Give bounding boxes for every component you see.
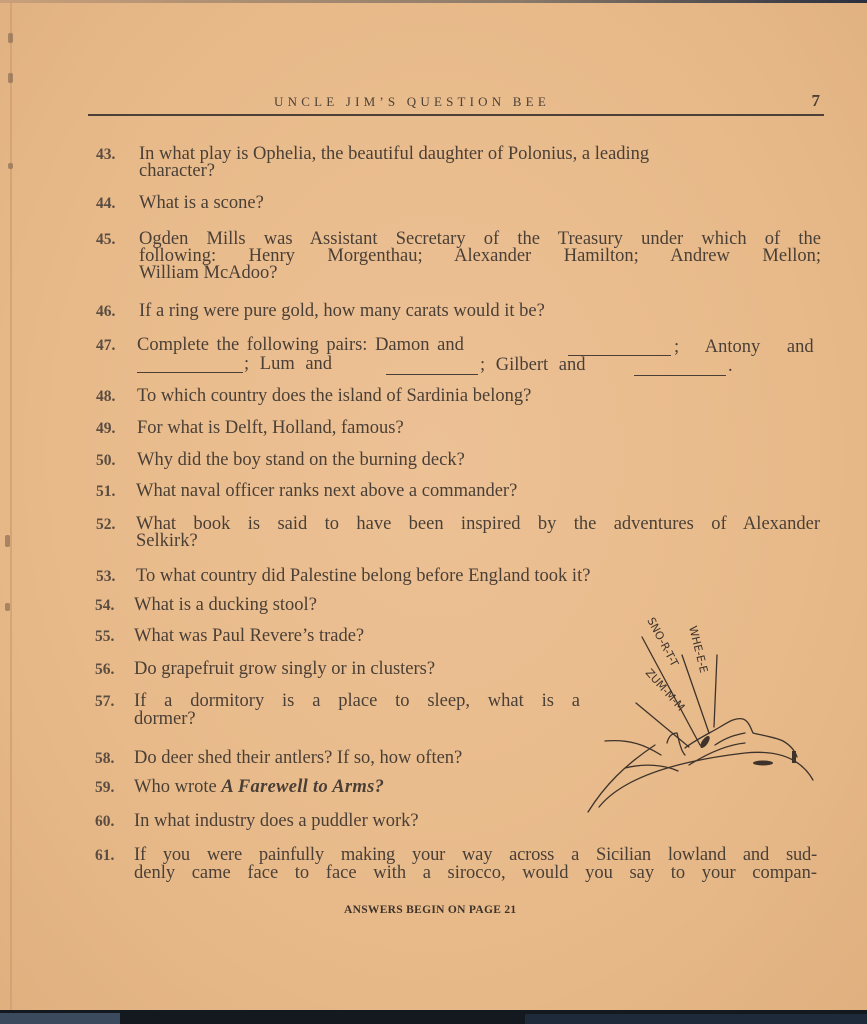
question-number: 48.: [96, 388, 116, 405]
book-title: A Farewell to Arms?: [221, 777, 385, 797]
question-text: ; Lum and: [244, 354, 333, 374]
answer-blank[interactable]: [386, 359, 478, 375]
question-number: 61.: [95, 847, 115, 864]
question-line: [134, 779, 384, 797]
question-line: Ogden Mills was Assistant Secretary of the Treasury under which of the: [139, 229, 821, 249]
question-line: Do grapefruit grow singly or in clusters?: [134, 659, 436, 679]
question-line: Why did the boy stand on the burning deck?: [137, 450, 465, 470]
binding-stitch: [5, 603, 10, 611]
question-text: Who wrote: [134, 777, 222, 797]
question-line: In what industry does a puddler work?: [134, 811, 419, 831]
snoring-man-illustration: [585, 605, 820, 815]
question-number: 43.: [96, 146, 116, 163]
question-number: 50.: [96, 452, 116, 469]
question-number: 44.: [96, 195, 116, 212]
question-line: dormer?: [134, 709, 196, 729]
chin: [792, 751, 796, 763]
question-number: 54.: [95, 597, 115, 614]
question-line: character?: [139, 161, 215, 181]
blanket-fold: [605, 741, 661, 755]
question-line: To what country did Palestine belong before England took it?: [136, 566, 591, 586]
question-line: If a dormitory is a place to sleep, what is a: [134, 691, 580, 711]
binding-stitch: [5, 535, 10, 547]
question-text: [674, 339, 822, 357]
question-line: What is a scone?: [139, 193, 264, 213]
question-line: William McAdoo?: [139, 263, 278, 283]
question-line: If a ring were pure gold, how many carats would it be?: [139, 301, 545, 321]
question-line: What book is said to have been inspired by the adventures of Alexander: [136, 514, 820, 534]
running-title: UNCLE JIM’S QUESTION BEE: [274, 94, 550, 109]
sound-line: [714, 655, 717, 727]
question-line: Do deer shed their antlers? If so, how often?: [134, 748, 463, 768]
question-number: 53.: [96, 568, 116, 585]
binding-stitch: [8, 73, 13, 83]
question-text: ; Gilbert and: [480, 355, 586, 375]
running-header: [88, 92, 824, 116]
question-number: 51.: [96, 483, 116, 500]
sound-text-snort: SNO-R-T-T: [644, 615, 682, 669]
binding-gutter: [10, 3, 12, 1010]
sound-text-zum: ZUM-M-M: [642, 666, 688, 714]
question-line: What was Paul Revere’s trade?: [134, 626, 365, 646]
mustache: [753, 761, 773, 766]
page-number: 7: [811, 91, 820, 110]
answer-blank[interactable]: [634, 360, 726, 376]
question-number: 56.: [95, 661, 115, 678]
question-number: 47.: [96, 337, 116, 354]
answer-blank[interactable]: [137, 357, 243, 373]
question-line: following: Henry Morgenthau; Alexander Hamilton; Andrew Mellon;: [139, 246, 821, 266]
question-text: .: [728, 356, 733, 376]
question-number: 57.: [95, 693, 115, 710]
question-line: Selkirk?: [136, 531, 198, 551]
pair-text: ; Antony and: [674, 337, 814, 357]
question-line: If you were painfully making your way across a Sicilian lowland and sud-: [134, 845, 817, 865]
question-line: To which country does the island of Sardinia belong?: [137, 386, 532, 406]
answer-blank[interactable]: [568, 340, 671, 356]
answers-footer-note: ANSWERS BEGIN ON PAGE 21: [344, 904, 517, 916]
question-line: denly came face to face with a sirocco, would you say to your compan-: [134, 863, 817, 883]
question-line: What is a ducking stool?: [134, 595, 317, 615]
question-number: 58.: [95, 750, 115, 767]
blanket-edge: [588, 745, 655, 812]
question-line: What naval officer ranks next above a commander?: [136, 481, 518, 501]
question-number: 49.: [96, 420, 116, 437]
eyebrow: [699, 735, 712, 750]
scan-bottom-edge: [0, 1010, 867, 1024]
sound-text-whee: WHE-E-E: [686, 624, 711, 675]
pillow-curve: [599, 752, 813, 807]
face-profile: [685, 719, 797, 757]
question-number: 52.: [96, 516, 116, 533]
question-number: 45.: [96, 231, 116, 248]
binding-stitch: [8, 163, 13, 169]
question-number: 55.: [95, 628, 115, 645]
question-number: 46.: [96, 303, 116, 320]
question-line: For what is Delft, Holland, famous?: [137, 418, 404, 438]
question-line: In what play is Ophelia, the beautiful daughter of Polonius, a leading: [139, 144, 650, 164]
question-number: 60.: [95, 813, 115, 830]
binding-stitch: [8, 33, 13, 43]
question-text: Complete the following pairs: Damon and: [137, 335, 464, 355]
question-number: 59.: [95, 779, 115, 796]
